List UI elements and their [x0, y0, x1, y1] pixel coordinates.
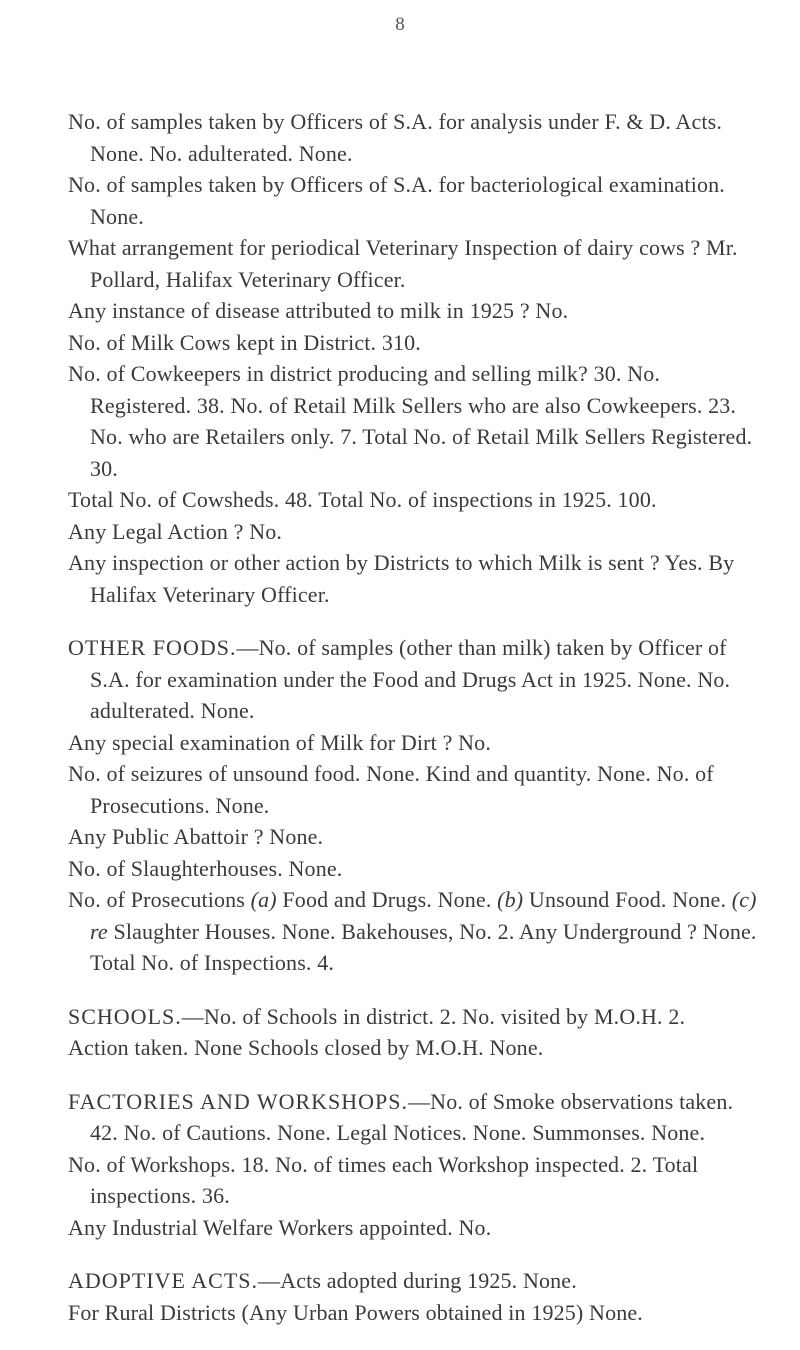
- milk-entry: No. of samples taken by Officers of S.A. for bacteriological examination. None.: [68, 172, 725, 229]
- schools-intro-text: —No. of Schools in district. 2. No. visited by M.O.H. 2.: [181, 1003, 686, 1029]
- milk-entry: Any instance of disease attributed to milk in 1925 ? No.: [68, 298, 569, 323]
- milk-entry: No. of Milk Cows kept in District. 310.: [68, 329, 421, 355]
- page-number: 8: [395, 14, 405, 35]
- other-foods-entry: Any Public Abattoir ? None.: [68, 824, 324, 849]
- factories-section: [68, 1086, 758, 1244]
- factories-entry: Any Industrial Welfare Workers appointed. No.: [68, 1214, 492, 1240]
- prosecutions-lead: No. of Prosecutions: [68, 887, 251, 912]
- prosecutions-c-label: (c) re: [90, 887, 757, 944]
- adoptive-acts-intro-text: —Acts adopted during 1925. None.: [258, 1268, 577, 1293]
- factories-intro-text: —No. of Smoke observations taken. 42. No. of Cautions. None. Legal Notices. None. Summonses. None.: [90, 1088, 734, 1145]
- milk-section: [68, 106, 758, 610]
- prosecutions-c-text: Slaughter Houses. None. Bakehouses, No. 2. Any Underground ? None. Total No. of Inspections. 4.: [90, 918, 757, 975]
- other-foods-heading: OTHER FOODS.: [68, 635, 237, 660]
- adoptive-acts-entry: For Rural Districts (Any Urban Powers obtained in 1925) None.: [68, 1299, 643, 1325]
- adoptive-acts-section: [68, 1265, 758, 1328]
- other-foods-intro-text: —No. of samples (other than milk) taken by Officer of S.A. for examination under the Food and Drugs Act in 1925. None. No. adulterated. None.: [90, 635, 731, 723]
- schools-entry: Action taken. None Schools closed by M.O.H. None.: [68, 1035, 544, 1060]
- other-foods-intro: [68, 632, 758, 727]
- schools-intro: [68, 1001, 758, 1033]
- document-body: [68, 106, 758, 1350]
- factories-intro: [68, 1086, 758, 1149]
- prosecutions-a-label: (a): [250, 887, 277, 912]
- milk-entry: No. of samples taken by Officers of S.A. for analysis under F. & D. Acts. None. No. adulterated. None.: [68, 109, 723, 166]
- adoptive-acts-intro: [68, 1265, 758, 1297]
- prosecutions-b-label: (b): [497, 887, 524, 912]
- prosecutions-a-text: Food and Drugs. None.: [276, 887, 498, 912]
- schools-heading: SCHOOLS.: [68, 1003, 182, 1029]
- prosecutions-b-text: Unsound Food. None.: [523, 887, 732, 912]
- other-foods-entry: No. of seizures of unsound food. None. Kind and quantity. None. No. of Prosecutions. None.: [68, 761, 714, 818]
- factories-entry: No. of Workshops. 18. No. of times each Workshop inspected. 2. Total inspections. 36.: [68, 1151, 699, 1208]
- other-foods-section: [68, 632, 758, 979]
- factories-heading: FACTORIES AND WORKSHOPS.: [68, 1088, 409, 1114]
- milk-entry: Any Legal Action ? No.: [68, 518, 283, 544]
- other-foods-entry: Any special examination of Milk for Dirt ? No.: [68, 729, 491, 755]
- adoptive-acts-heading: ADOPTIVE ACTS.: [68, 1268, 259, 1293]
- milk-entry: Any inspection or other action by Districts to which Milk is sent ? Yes. By Halifax Veterinary Officer.: [68, 550, 735, 607]
- prosecutions-entry: [68, 884, 758, 979]
- other-foods-entry: No. of Slaughterhouses. None.: [68, 855, 343, 881]
- milk-entry: Total No. of Cowsheds. 48. Total No. of inspections in 1925. 100.: [68, 487, 657, 512]
- milk-entry: No. of Cowkeepers in district producing and selling milk? 30. No. Registered. 38. No. of Retail Milk Sellers who are also Cowkeepers. 23. No. who are Retailers only. 7. Total No. of Retail Milk Sellers Registered. 30.: [68, 361, 753, 481]
- milk-entry: What arrangement for periodical Veterinary Inspection of dairy cows ? Mr. Pollard, Halifax Veterinary Officer.: [68, 235, 738, 292]
- schools-section: [68, 1001, 758, 1064]
